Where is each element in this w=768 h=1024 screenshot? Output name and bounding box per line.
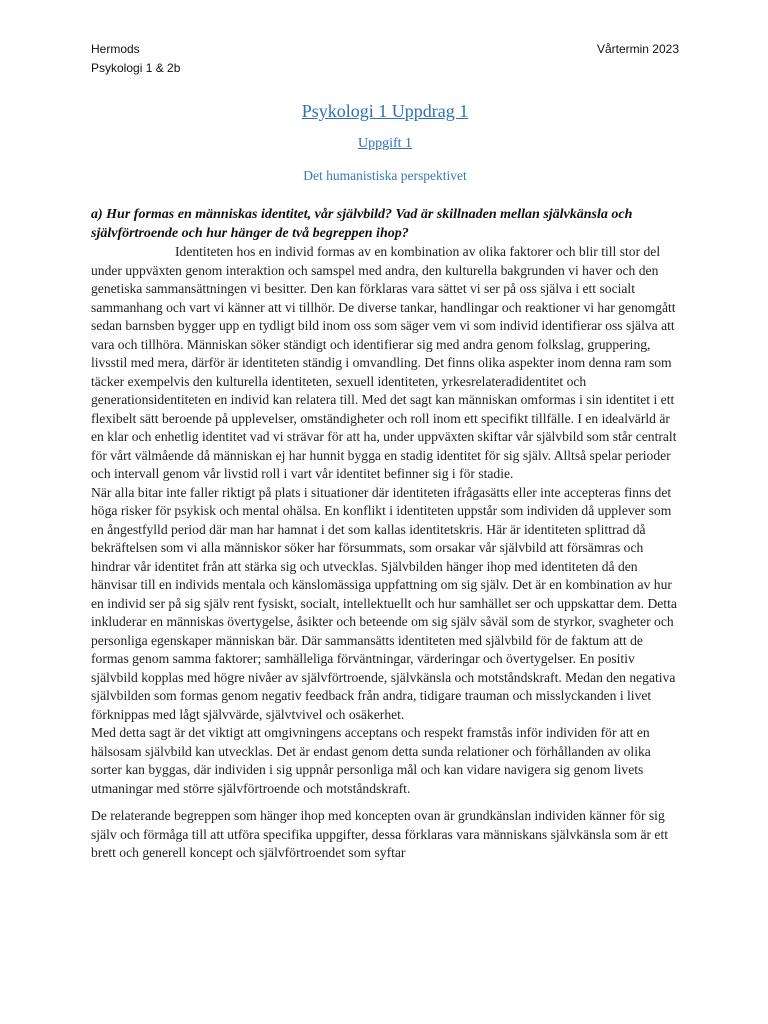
body-paragraph: De relaterande begreppen som hänger ihop med koncepten ovan är grundkänslan individen känner för sig själv och förmåga till att utföra specifika uppgifter, dessa förklaras vara människans självkänsla som är ett brett och generell koncept och självförtroendet som syftar — [91, 808, 669, 860]
question-heading: a) Hur formas en människas identitet, vår självbild? Vad är skillnaden mellan självkänsla och självförtroende och hur hänger de två begreppen ihop? — [91, 207, 633, 241]
document-body — [91, 243, 679, 863]
section-heading: Det humanistiska perspektivet — [303, 168, 467, 183]
header-term: Vårtermin 2023 — [596, 42, 679, 56]
page-header — [91, 40, 679, 78]
document-title: Psykologi 1 Uppdrag 1 — [301, 101, 469, 121]
header-left — [91, 40, 180, 78]
body-paragraph: När alla bitar inte faller riktigt på plats i situationer där identiteten ifrågasätts eller inte accepteras finns det höga risker för psykisk och mental ohälsa. En konflikt i identiteten uppstår som individen då upplever som en ångestfylld period där man har hamnat i det som kallas identitetskris. Här är identiteten splittrad då bekräftelsen som vi alla människor söker har försummats, som orsakar vår självbild att försämras och hindrar vår identitet från att stärka sig och utvecklas. Självbilden hänger ihop med identiteten då den hänvisar till en individs mentala och känslomässiga uppfattning om sig själv. Det är en kombination av hur en individ ser på sig själv rent fysiskt, socialt, intellektuellt och hur samhället ser och uppskattar dem. Detta inkluderar en människas övertygelse, åsikter och beteende om sig själv såväl som de styrkor, svagheter och personliga egenskaper människan bär. Där sammansätts identiteten med självbild för de faktum att de formas genom samma faktorer; samhälleliga förväntningar, värderingar och övertygelser. En positiv självbild kopplas med högre nivåer av självförtroende, självkänsla och motståndskraft. Medan den negativa självbilden som formas genom negativ feedback från andra, tidigare trauman och misslyckanden i livet förknippas med lågt självvärde, självtvivel och osäkerhet. — [91, 484, 677, 722]
header-course: Psykologi 1 & 2b — [91, 61, 181, 75]
header-school: Hermods — [91, 42, 140, 56]
body-paragraph: Med detta sagt är det viktigt att omgivningens acceptans och respekt framstås inför individen för att en hälsosam självbild kan utvecklas. Det är endast genom detta sunda relationer och förhållanden av olika sorter kan byggas, där individen i sig uppnår personliga mål och kan vidare navigera sig genom livets utmaningar med större självförtroende och motståndskraft. — [91, 725, 651, 796]
body-paragraph: Identiteten hos en individ formas av en kombination av olika faktorer och blir till stor del under uppväxten genom interaktion och samspel med andra, den kulturella bakgrunden vi haver och den genetiska sammansättningen vi besitter. Den kan förklaras vara sättet vi ser på oss själva i ett socialt sammanhang och vart vi känner att vi tillhör. De diverse tankar, handlingar och reaktioner vi har genomgått sedan barnsben bygger upp en tydligt bild inom oss som säger vem vi som individ identifierar oss själva att vara och tillhöra. Människan söker ständigt och identifierar sig med andra genom folkslag, gruppering, livsstil med mera, därför är identiteten ständig i omvandling. Det finns olika aspekter inom denna ram som täcker exempelvis den kulturella identiteten, sexuell identiteten, yrkesrelateradidentitet och generationsidentiteten en individ kan relatera till. Med det sagt kan människan omformas i sin identitet i ett flexibelt sätt beroende på upplevelser, omständigheter och roll inom ett specifikt tillfälle. I en idealvärld är en klar och enhetlig identitet vad vi strävar för att ha, under uppväxten skiftar vår självbild som står centralt för vårt välmående då människan ej har hunnit bygga en stadig identitet för sig själv. Alltså spelar perioder och intervall genom vår livstid roll i vart vår identitet befinner sig i för stadie. — [91, 244, 677, 481]
document-subtitle: Uppgift 1 — [357, 136, 413, 151]
